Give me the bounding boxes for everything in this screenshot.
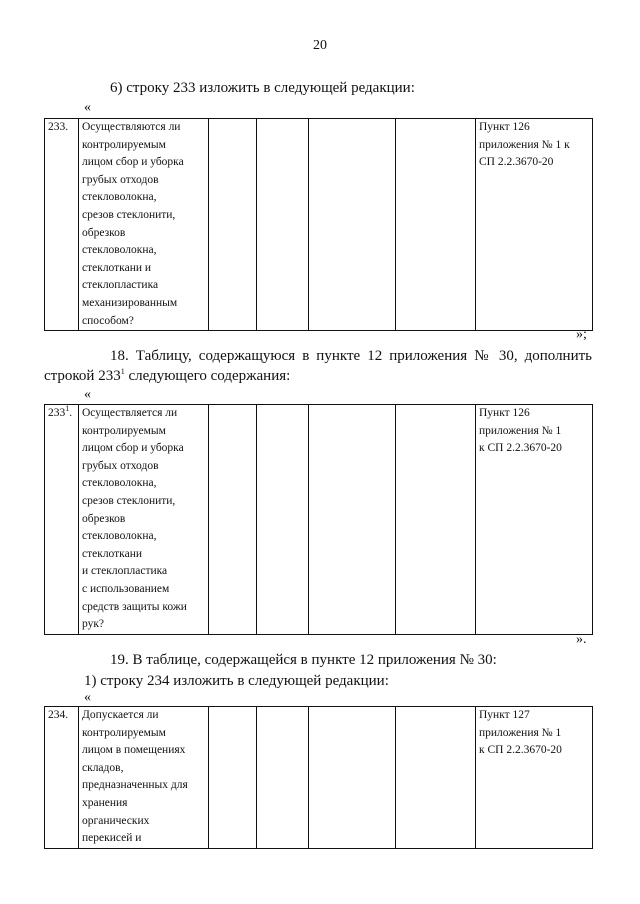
row-number: $233^1$.	[45, 405, 79, 635]
section3-paragraph: 19. В таблице, содержащейся в пункте 12 приложения № 30:	[110, 652, 497, 668]
question-cell: Осуществляется ли контролируемым лицом сбор и уборка грубых отходов стекловолокна, срезов стеклонити, обрезков стекловолокна, стеклоткани и стеклопластика с использованием средств защиты кожи рук?	[79, 405, 209, 635]
section3-open-quote: «	[84, 690, 91, 705]
empty-cell	[309, 119, 396, 331]
table-row-233-1	[44, 404, 593, 635]
section1-open-quote: «	[84, 100, 91, 115]
section3-heading: 1) строку 234 изложить в следующей редакции:	[84, 673, 389, 689]
empty-cell	[209, 119, 257, 331]
table-row-234	[44, 706, 593, 849]
section2-close-quote: ».	[576, 632, 587, 647]
empty-cell	[309, 707, 396, 849]
section1-heading: 6) строку 233 изложить в следующей редакции:	[110, 80, 415, 96]
empty-cell	[257, 119, 309, 331]
section2-open-quote: «	[84, 387, 91, 402]
section2-paragraph: 18. Таблицу, содержащуюся в пункте 12 приложения № 30, дополнить строкой $233^1$ следующего содержания:	[44, 348, 592, 384]
empty-cell	[209, 707, 257, 849]
question-cell: Допускается ли контролируемым лицом в помещениях складов, предназначенных для хранения органических перекисей и	[79, 707, 209, 849]
empty-cell	[396, 405, 476, 635]
empty-cell	[257, 405, 309, 635]
reference-cell: Пункт 126 приложения № 1 к СП 2.2.3670-20	[476, 405, 593, 635]
empty-cell	[396, 707, 476, 849]
reference-cell: Пункт 126 приложения № 1 к СП 2.2.3670-20	[476, 119, 593, 331]
question-cell: Осуществляются ли контролируемым лицом сбор и уборка грубых отходов стекловолокна, срезов стеклонити, обрезков стекловолокна, стеклоткани и стеклопластика механизированным способом?	[79, 119, 209, 331]
table-row-233	[44, 118, 593, 331]
row-number: 233.	[45, 119, 79, 331]
section1-close-quote: »;	[576, 327, 587, 342]
empty-cell	[396, 119, 476, 331]
empty-cell	[209, 405, 257, 635]
row-number: 234.	[45, 707, 79, 849]
reference-cell: Пункт 127 приложения № 1 к СП 2.2.3670-20	[476, 707, 593, 849]
empty-cell	[257, 707, 309, 849]
empty-cell	[309, 405, 396, 635]
page-number: 20	[313, 38, 327, 53]
